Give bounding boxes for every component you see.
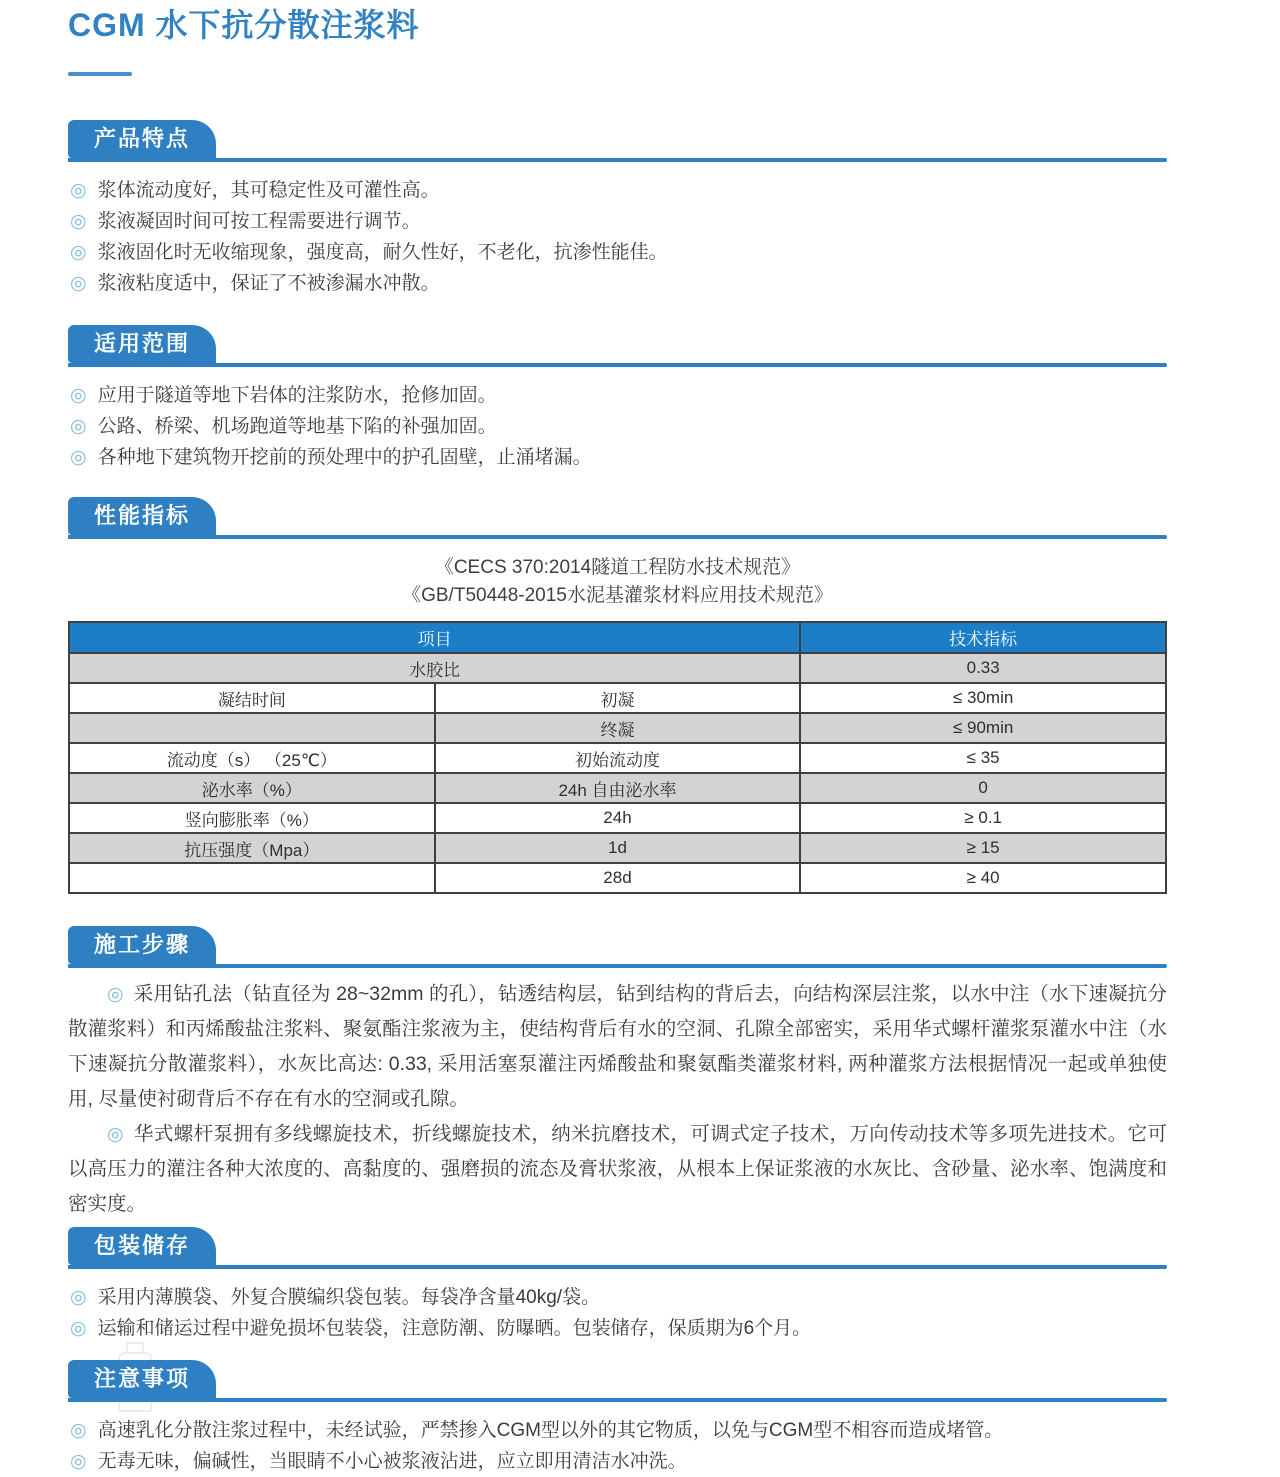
section-rule: [68, 535, 1167, 539]
list-item: [68, 380, 1167, 411]
section-head: [68, 325, 1167, 367]
list-item-text: 高速乳化分散注浆过程中，未经试验，严禁掺入CGM型以外的其它物质，以免与CGM型不相容而造成堵管。: [97, 1420, 1004, 1441]
section-rule: [68, 158, 1167, 162]
ring-bullet-icon: ◎: [70, 180, 87, 201]
ring-bullet-icon: ◎: [70, 273, 87, 294]
ring-bullet-icon: ◎: [70, 1451, 87, 1472]
section-heading-tab: 施工步骤: [68, 926, 216, 964]
section-features: [68, 120, 1167, 299]
ring-bullet-icon: ◎: [70, 385, 87, 406]
list-item: [68, 1446, 1167, 1477]
section-rule: [68, 1265, 1167, 1269]
table-cell: 水胶比: [69, 653, 800, 683]
list-item-text: 公路、桥梁、机场跑道等地基下陷的补强加固。: [97, 416, 497, 437]
performance-table: [68, 621, 1167, 894]
table-row: [69, 833, 1166, 863]
standards-line: 《CECS 370:2014隧道工程防水技术规范》: [434, 557, 801, 578]
list-item: [68, 175, 1167, 206]
section-performance: [68, 497, 1167, 894]
construction-paragraph: [68, 977, 1167, 1117]
notes-list: [68, 1415, 1167, 1477]
list-item: [68, 442, 1167, 473]
section-heading-tab: 适用范围: [68, 325, 216, 363]
ring-bullet-icon: ◎: [70, 1287, 87, 1308]
list-item-text: 无毒无味，偏碱性，当眼睛不小心被浆液沾进，应立即用清洁水冲洗。: [97, 1451, 687, 1472]
list-item-text: 浆液凝固时间可按工程需要进行调节。: [97, 211, 421, 232]
table-cell: 抗压强度（Mpa）: [69, 833, 435, 863]
table-cell: 28d: [435, 863, 801, 893]
standards-line: 《GB/T50448-2015水泥基灌浆材料应用技术规范》: [402, 585, 833, 606]
table-row: [69, 863, 1166, 893]
list-item: [68, 1313, 1167, 1344]
table-cell: 24h: [435, 803, 801, 833]
list-item: [68, 1282, 1167, 1313]
scope-list: [68, 380, 1167, 473]
list-item: [68, 411, 1167, 442]
page-title: CGM 水下抗分散注浆料: [68, 7, 420, 43]
section-rule: [68, 363, 1167, 367]
ring-bullet-icon: ◎: [107, 1124, 124, 1145]
title-underline: [68, 72, 132, 76]
section-scope: [68, 325, 1167, 473]
section-head: [68, 497, 1167, 539]
section-head: [68, 926, 1167, 968]
table-cell: ≤ 30min: [800, 683, 1166, 713]
table-header-cell: 项目: [69, 622, 800, 653]
table-cell: ≥ 40: [800, 863, 1166, 893]
list-item: [68, 268, 1167, 299]
section-head: [68, 120, 1167, 162]
section-rule: [68, 964, 1167, 968]
list-item-text: 浆液粘度适中，保证了不被渗漏水冲散。: [97, 273, 440, 294]
section-packaging: [68, 1227, 1167, 1344]
table-row: [69, 803, 1166, 833]
table-header-cell: 技术指标: [800, 622, 1166, 653]
table-row: [69, 713, 1166, 743]
section-heading-tab: 产品特点: [68, 120, 216, 158]
table-cell: 0: [800, 773, 1166, 803]
list-item-text: 各种地下建筑物开挖前的预处理中的护孔固壁，止涌堵漏。: [97, 447, 592, 468]
feature-list: [68, 175, 1167, 299]
packaging-list: [68, 1282, 1167, 1344]
table-row: [69, 653, 1166, 683]
table-header-row: [69, 622, 1166, 653]
table-row: [69, 683, 1166, 713]
section-rule: [68, 1398, 1167, 1402]
paragraph-text: 华式螺杆泵拥有多线螺旋技术，折线螺旋技术，纳米抗磨技术，可调式定子技术，万向传动技术等多项先进技术。它可以高压力的灌注各种大浓度的、高黏度的、强磨损的流态及膏状浆液，从根本上保证浆液的水灰比、含砂量、泌水率、饱满度和密实度。: [68, 1123, 1167, 1215]
list-item-text: 应用于隧道等地下岩体的注浆防水，抢修加固。: [97, 385, 497, 406]
list-item: [68, 206, 1167, 237]
paragraph-text: 采用钻孔法（钻直径为 28~32mm 的孔），钻透结构层，钻到结构的背后去，向结构深层注浆，以水中注（水下速凝抗分散灌浆料）和丙烯酸盐注浆料、聚氨酯注浆液为主，使结构背后有水的空洞、孔隙全部密实，采用华式螺杆灌浆泵灌水中注（水下速凝抗分散灌浆料），水灰比高达: 0.33, 采用活塞泵灌注丙烯酸盐和聚氨酯类灌浆材料, 两种灌浆方法根据情况一起或单独使用, 尽量使衬砌背后不存在有水的空洞或孔隙。: [68, 983, 1167, 1110]
table-cell: ≤ 90min: [800, 713, 1166, 743]
list-item-text: 运输和储运过程中避免损坏包装袋，注意防潮、防曝晒。包装储存，保质期为6个月。: [97, 1318, 812, 1339]
section-notes: [68, 1360, 1167, 1477]
table-cell: 24h 自由泌水率: [435, 773, 801, 803]
table-cell: ≥ 15: [800, 833, 1166, 863]
table-cell: [69, 863, 435, 893]
section-heading-tab: 包装储存: [68, 1227, 216, 1265]
table-cell: 1d: [435, 833, 801, 863]
table-cell: ≤ 35: [800, 743, 1166, 773]
table-cell: [69, 713, 435, 743]
table-cell: 流动度（s） （25℃）: [69, 743, 435, 773]
table-cell: 竖向膨胀率（%）: [69, 803, 435, 833]
section-head: [68, 1227, 1167, 1269]
table-cell: 0.33: [800, 653, 1166, 683]
ring-bullet-icon: ◎: [70, 416, 87, 437]
ring-bullet-icon: ◎: [70, 1318, 87, 1339]
list-item-text: 浆液固化时无收缩现象，强度高，耐久性好，不老化，抗渗性能佳。: [97, 242, 668, 263]
list-item: [68, 1415, 1167, 1446]
table-cell: ≥ 0.1: [800, 803, 1166, 833]
ring-bullet-icon: ◎: [70, 242, 87, 263]
construction-paragraphs: [68, 977, 1167, 1222]
table-cell: 终凝: [435, 713, 801, 743]
ring-bullet-icon: ◎: [107, 984, 124, 1005]
list-item-text: 采用内薄膜袋、外复合膜编织袋包装。每袋净含量40kg/袋。: [97, 1287, 601, 1308]
table-cell: 初凝: [435, 683, 801, 713]
list-item-text: 浆体流动度好，其可稳定性及可灌性高。: [97, 180, 440, 201]
standards-references: [68, 554, 1167, 610]
table-cell: 凝结时间: [69, 683, 435, 713]
section-head: [68, 1360, 1167, 1402]
table-cell: 初始流动度: [435, 743, 801, 773]
table-row: [69, 743, 1166, 773]
section-heading-tab: 性能指标: [68, 497, 216, 535]
ring-bullet-icon: ◎: [70, 211, 87, 232]
construction-paragraph: [68, 1117, 1167, 1222]
section-heading-tab: 注意事项: [68, 1360, 216, 1398]
table-cell: 泌水率（%）: [69, 773, 435, 803]
section-construction: [68, 926, 1167, 1222]
ring-bullet-icon: ◎: [70, 447, 87, 468]
table-row: [69, 773, 1166, 803]
list-item: [68, 237, 1167, 268]
ring-bullet-icon: ◎: [70, 1420, 87, 1441]
